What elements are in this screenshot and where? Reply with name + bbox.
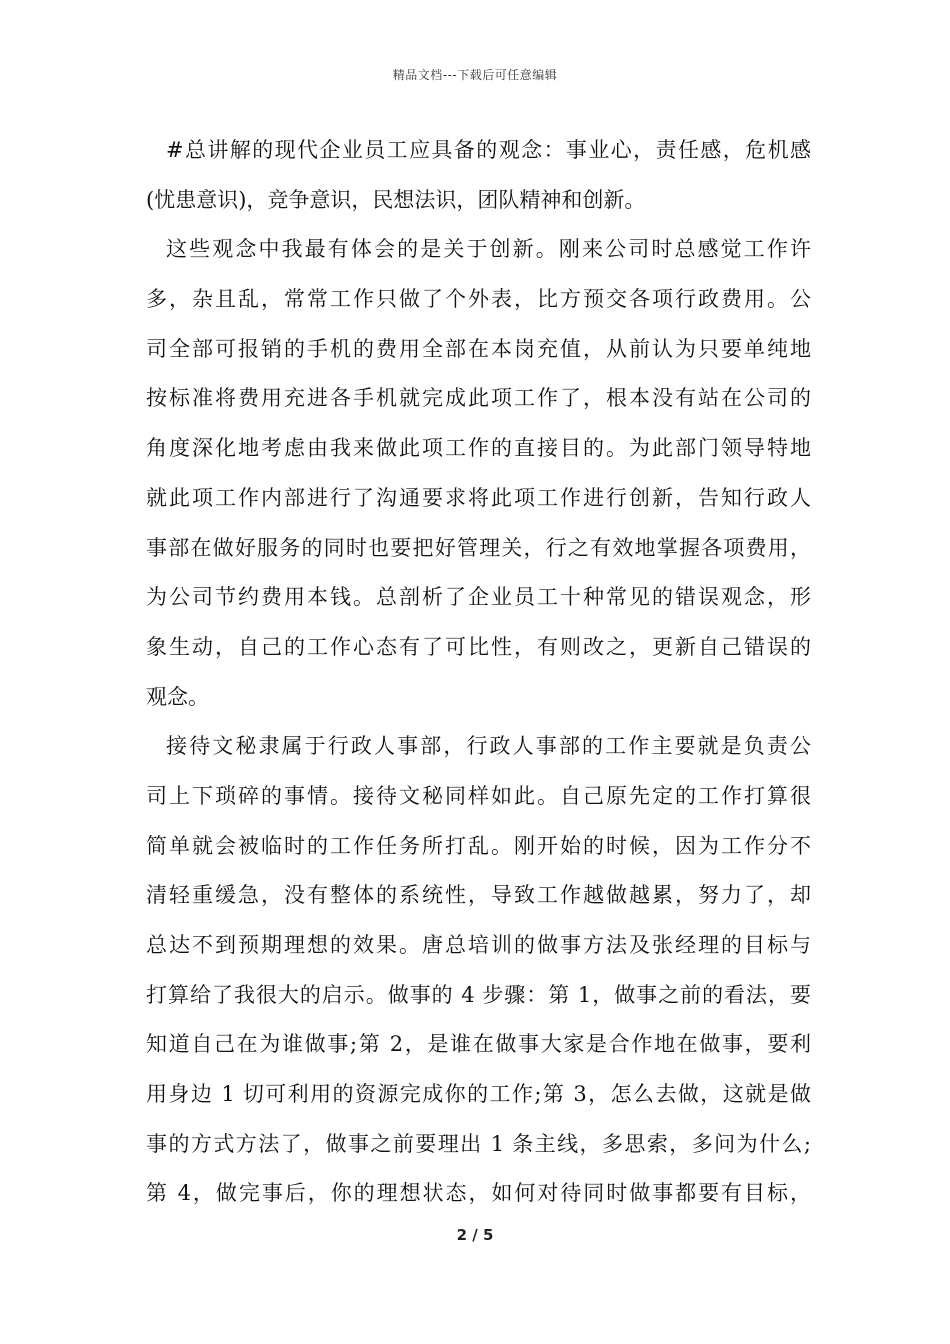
text-line: 事的方式方法了，做事之前要理出 1 条主线，多思索，多问为什么; xyxy=(146,1131,811,1156)
paragraph-1 xyxy=(146,126,811,225)
text-line: 司上下琐碎的事情。接待文秘同样如此。自己原先定的工作打算很 xyxy=(146,783,811,808)
text-line: 这些观念中我最有体会的是关于创新。刚来公司时总感觉工作许 xyxy=(166,237,811,262)
text-line: 知道自己在为谁做事;第 2，是谁在做事大家是合作地在做事，要利 xyxy=(146,1032,811,1057)
paragraph-3 xyxy=(146,722,811,1219)
text-line: 清轻重缓急，没有整体的系统性，导致工作越做越累，努力了，却 xyxy=(146,883,811,908)
document-body xyxy=(146,126,811,1219)
text-line: 司全部可报销的手机的费用全部在本岗充值，从前认为只要单纯地 xyxy=(146,336,811,361)
page-number: 2 / 5 xyxy=(456,1226,494,1244)
text-line: 简单就会被临时的工作任务所打乱。刚开始的时候，因为工作分不 xyxy=(146,833,811,858)
text-line: #总讲解的现代企业员工应具备的观念：事业心，责任感，危机感 xyxy=(166,138,811,162)
text-line: 就此项工作内部进行了沟通要求将此项工作进行创新，告知行政人 xyxy=(146,485,811,510)
paragraph-2 xyxy=(146,225,811,722)
text-line: 按标准将费用充进各手机就完成此项工作了，根本没有站在公司的 xyxy=(146,386,811,411)
text-line: 角度深化地考虑由我来做此项工作的直接目的。为此部门领导特地 xyxy=(146,436,811,461)
text-line: 多，杂且乱，常常工作只做了个外表，比方预交各项行政费用。公 xyxy=(146,287,811,312)
text-line: 象生动，自己的工作心态有了可比性，有则改之，更新自己错误的 xyxy=(146,634,811,659)
text-line: 为公司节约费用本钱。总剖析了企业员工十种常见的错误观念，形 xyxy=(146,585,811,610)
text-line: 事部在做好服务的同时也要把好管理关，行之有效地掌握各项费用， xyxy=(146,535,811,560)
document-header: 精品文档---下载后可任意编辑 xyxy=(392,68,558,82)
text-line: 总达不到预期理想的效果。唐总培训的做事方法及张经理的目标与 xyxy=(146,933,811,957)
text-line: 用身边 1 切可利用的资源完成你的工作;第 3，怎么去做，这就是做 xyxy=(146,1082,811,1107)
text-line: 接待文秘隶属于行政人事部，行政人事部的工作主要就是负责公 xyxy=(166,734,811,759)
text-line: 打算给了我很大的启示。做事的 4 步骤：第 1，做事之前的看法，要 xyxy=(146,982,811,1007)
text-line: 观念。 xyxy=(146,684,209,709)
text-line: 第 4，做完事后，你的理想状态，如何对待同时做事都要有目标， xyxy=(146,1181,811,1206)
text-line: (忧患意识)，竞争意识，民想法识，团队精神和创新。 xyxy=(146,187,646,212)
